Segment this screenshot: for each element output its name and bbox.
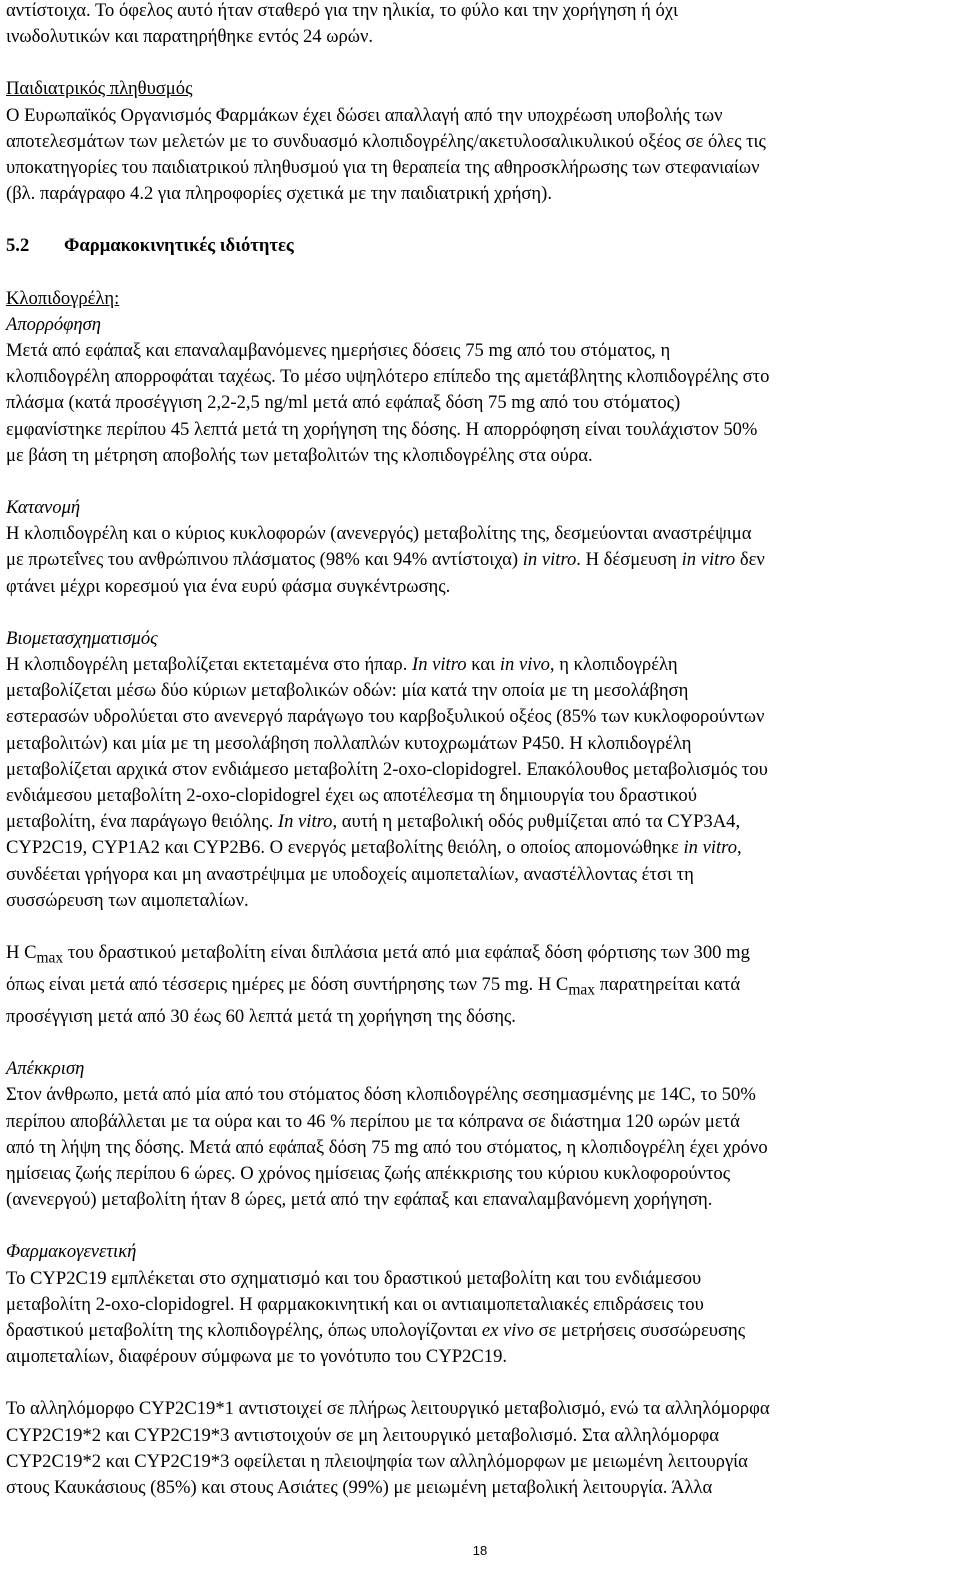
text-line: εμφανίστηκε περίπου 45 λεπτά μετά τη χορήγηση της δόσης. Η απορρόφηση είναι τουλάχιστον 50% bbox=[6, 418, 758, 440]
text-line: συσσώρευση των αιμοπεταλίων. bbox=[6, 889, 249, 911]
section-number: 5.2 bbox=[6, 235, 30, 257]
substance-label: Κλοπιδογρέλη: bbox=[6, 287, 120, 309]
section-heading bbox=[6, 233, 954, 259]
text-line: Μετά από εφάπαξ και επαναλαμβανόμενες ημερήσιες δόσεις 75 mg από του στόματος, η bbox=[6, 340, 671, 362]
text-line: αντίστοιχα. Το όφελος αυτό ήταν σταθερό για την ηλικία, το φύλο και την χορήγηση ή όχι bbox=[6, 0, 679, 21]
text-line: όπως είναι μετά από τέσσερις ημέρες με δόση συντήρησης των 75 mg. Η $C_{max}$ παρατηρείται κατά bbox=[6, 974, 741, 999]
text-line: (βλ. παράγραφο 4.2 για πληροφορίες σχετικά με την παιδιατρική χρήση). bbox=[6, 183, 553, 205]
text-line: προσέγγιση μετά από 30 έως 60 λεπτά μετά τη χορήγηση της δόσης. bbox=[6, 1005, 516, 1027]
text-line: Η $C_{max}$ του δραστικού μεταβολίτη είναι διπλάσια μετά από μια εφάπαξ δόση φόρτισης των 300 mg bbox=[6, 942, 750, 967]
text-line: με πρωτεΐνες του ανθρώπινου πλάσματος (98% και 94% αντίστοιχα) in vitro. Η δέσμευση in vitro δεν bbox=[6, 549, 765, 571]
text-line: συνδέεται γρήγορα και μη αναστρέψιμα με υποδοχείς αιμοπεταλίων, αναστέλλοντας έτσι τη bbox=[6, 863, 694, 885]
text-line: Η κλοπιδογρέλη και ο κύριος κυκλοφορών (ανενεργός) μεταβολίτης της, δεσμεύονται αναστρέψιμα bbox=[6, 523, 752, 545]
document-page bbox=[6, 0, 954, 1501]
text-line: ινωδολυτικών και παρατηρήθηκε εντός 24 ωρών. bbox=[6, 26, 374, 48]
text-line: αποτελεσμάτων των μελετών με το συνδυασμό κλοπιδογρέλης/ακετυλοσαλικυλικού οξέος σε όλες τις bbox=[6, 130, 766, 152]
text-line: Το CYP2C19 εμπλέκεται στο σχηματισμό και του δραστικού μεταβολίτη και του ενδιάμεσου bbox=[6, 1267, 702, 1289]
text-line: CYP2C19, CYP1A2 και CYP2B6. Ο ενεργός μεταβολίτης θειόλη, ο οποίος απομονώθηκε in vitro, bbox=[6, 837, 742, 859]
text-line: ενδιάμεσου μεταβολίτη 2-oxo-clopidogrel έχει ως αποτέλεσμα τη δημιουργία του δραστικού bbox=[6, 785, 697, 807]
text-line: πλάσμα (κατά προσέγγιση 2,2-2,5 ng/ml μετά από εφάπαξ δόση 75 mg από του στόματος) bbox=[6, 392, 681, 414]
subheading-absorption: Απορρόφηση bbox=[6, 313, 102, 335]
text-line: αιμοπεταλίων, διαφέρουν σύμφωνα με το γονότυπο του CYP2C19. bbox=[6, 1346, 508, 1368]
subheading-distribution: Κατανομή bbox=[6, 497, 81, 519]
subheading-pharmacogenetics: Φαρμακογενετική bbox=[6, 1241, 137, 1263]
text-line: ημίσειας ζωής περίπου 6 ώρες. Ο χρόνος ημίσειας ζωής απέκκρισης του κύριου κυκλοφορούντος bbox=[6, 1162, 731, 1184]
text-line: μεταβολιτών) και μία με τη μεσολάβηση πολλαπλών κυτοχρωμάτων P450. Η κλοπιδογρέλη bbox=[6, 732, 692, 754]
subheading-pediatric: Παιδιατρικός πληθυσμός bbox=[6, 78, 193, 100]
text-line: CYP2C19*2 και CYP2C19*3 αντιστοιχούν σε μη λειτουργικό μεταβολισμό. Στα αλληλόμορφα bbox=[6, 1424, 719, 1446]
text-line: μεταβολίζεται μέσω δύο κύριων μεταβολικών οδών: μία κατά την οποία με τη μεσολάβηση bbox=[6, 680, 689, 702]
text-line: από τη λήψη της δόσης. Μετά από εφάπαξ δόση 75 mg από του στόματος, η κλοπιδογρέλη έχει χρόνο bbox=[6, 1136, 768, 1158]
text-line: Η κλοπιδογρέλη μεταβολίζεται εκτεταμένα στο ήπαρ. In vitro και in vivo, η κλοπιδογρέλη bbox=[6, 654, 678, 676]
subheading-biotransformation: Βιομετασχηματισμός bbox=[6, 627, 158, 649]
subheading-elimination: Απέκκριση bbox=[6, 1058, 85, 1080]
text-line: δραστικού μεταβολίτη της κλοπιδογρέλης, όπως υπολογίζονται ex vivo σε μετρήσεις συσσώρευσης bbox=[6, 1319, 746, 1341]
page-number: 18 bbox=[472, 1543, 488, 1558]
text-line: CYP2C19*2 και CYP2C19*3 οφείλεται η πλειοψηφία των αλληλόμορφων με μειωμένη λειτουργία bbox=[6, 1450, 748, 1472]
text-line: μεταβολίτη 2-oxo-clopidogrel. Η φαρμακοκινητική και οι αντιαιμοπεταλιακές επιδράσεις του bbox=[6, 1293, 704, 1315]
text-line: κλοπιδογρέλη απορροφάται ταχέως. Το μέσο υψηλότερο επίπεδο της αμετάβλητης κλοπιδογρέλης στο bbox=[6, 366, 770, 388]
section-title: Φαρμακοκινητικές ιδιότητες bbox=[64, 235, 294, 257]
text-line: μεταβολίτη, ένα παράγωγο θειόλης. In vitro, αυτή η μεταβολική οδός ρυθμίζεται από τα CYP3A4, bbox=[6, 811, 741, 833]
text-line: εστερασών υδρολύεται στο ανενεργό παράγωγο του καρβοξυλικού οξέος (85% των κυκλοφορούντων bbox=[6, 706, 765, 728]
text-line: περίπου αποβάλλεται με τα ούρα και το 46 % περίπου με τα κόπρανα σε διάστημα 120 ωρών μετά bbox=[6, 1110, 740, 1132]
text-line: (ανενεργού) μεταβολίτη ήταν 8 ώρες, μετά από την εφάπαξ και επαναλαμβανόμενη χορήγηση. bbox=[6, 1189, 713, 1211]
text-line: στους Καυκάσιους (85%) και στους Ασιάτες (99%) με μειωμένη μεταβολική λειτουργία. Άλλα bbox=[6, 1476, 713, 1498]
text-line: Ο Ευρωπαϊκός Οργανισμός Φαρμάκων έχει δώσει απαλλαγή από την υποχρέωση υποβολής των bbox=[6, 104, 723, 126]
text-line: Το αλληλόμορφο CYP2C19*1 αντιστοιχεί σε πλήρως λειτουργικό μεταβολισμό, ενώ τα αλληλόμορφα bbox=[6, 1398, 770, 1420]
text-line: μεταβολίζεται αρχικά στον ενδιάμεσο μεταβολίτη 2-oxo-clopidogrel. Επακόλουθος μεταβολισμός του bbox=[6, 758, 768, 780]
text-line: φτάνει μέχρι κορεσμού για ένα ευρύ φάσμα συγκέντρωσης. bbox=[6, 575, 451, 597]
text-line: υποκατηγορίες του παιδιατρικού πληθυσμού για τη θεραπεία της αθηροσκλήρωσης των στεφανιαίων bbox=[6, 157, 760, 179]
text-line: με βάση τη μέτρηση αποβολής των μεταβολιτών της κλοπιδογρέλης στα ούρα. bbox=[6, 444, 593, 466]
text-line: Στον άνθρωπο, μετά από μία από του στόματος δόση κλοπιδογρέλης σεσημασμένης με 14C, το 50% bbox=[6, 1084, 756, 1106]
